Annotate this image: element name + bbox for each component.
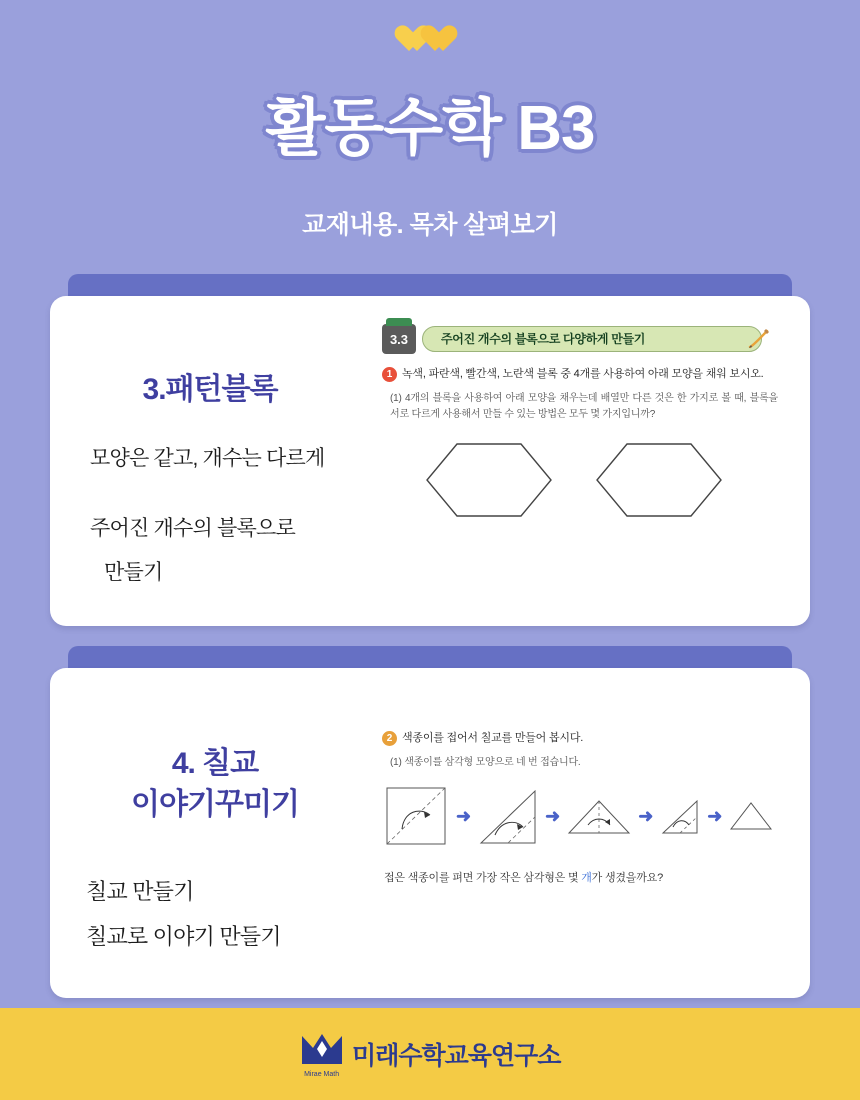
card-left-pattern-block	[50, 296, 370, 626]
card-pattern-block	[50, 296, 810, 626]
worksheet-header	[382, 324, 778, 354]
footer-logo-group	[0, 1032, 860, 1076]
fold-step-1-icon	[384, 785, 450, 847]
question-2-text: 색종이를 접어서 칠교를 만들어 봅시다.	[402, 732, 584, 744]
question-1-text: 녹색, 파란색, 빨간색, 노란색 블록 중 4개를 사용하여 아래 모양을 채워 보시오.	[402, 368, 764, 380]
card-line: 칠교로 이야기 만들기	[86, 924, 281, 949]
arrow-right-icon: ➜	[707, 805, 723, 826]
card-line: 주어진 개수의 블록으로	[90, 517, 295, 540]
hexagon-shapes	[370, 441, 778, 524]
logo-text: 미래수학교육연구소	[352, 1042, 561, 1070]
card-heading-line-1: 4. 칠교	[171, 747, 259, 780]
footnote-part-c: 가 생겼을까요?	[591, 871, 664, 884]
worksheet-footnote	[384, 869, 778, 885]
page-title: 활동수학 B3	[265, 94, 595, 163]
pencil-icon	[746, 326, 772, 352]
question-2-subtext: (1) 색종이를 삼각형 모양으로 네 번 접습니다.	[390, 756, 581, 768]
card-chilgyo	[50, 668, 810, 998]
card-line: 모양은 같고, 개수는 다르게	[90, 447, 325, 470]
card-heading-pattern-block: 3.패턴블록	[142, 373, 278, 406]
fold-step-5-icon	[728, 799, 774, 833]
mirae-math-logo-icon	[300, 1032, 344, 1076]
fold-step-3-icon	[566, 795, 632, 837]
heart-decoration	[0, 26, 860, 72]
fold-step-4-icon	[659, 795, 701, 837]
card-line: 만들기	[104, 561, 163, 584]
folding-steps-diagram	[370, 785, 778, 847]
chapter-number-badge: 3.3	[382, 324, 416, 354]
worksheet-banner-title: 주어진 개수의 블록으로 다양하게 만들기	[422, 326, 762, 352]
page-subtitle: 교재내용. 목차 살펴보기	[302, 211, 558, 239]
question-2-row	[382, 730, 778, 747]
question-number-badge: 2	[382, 731, 397, 746]
footnote-part-b: 개	[581, 871, 592, 884]
arrow-right-icon: ➜	[638, 805, 654, 826]
fold-step-2-icon	[477, 785, 539, 847]
worksheet-preview-chilgyo	[370, 668, 810, 998]
heart-icon	[428, 26, 458, 53]
footer	[0, 1008, 860, 1100]
footnote-part-a: 접은 색종이를 펴면 가장 작은 삼각형은 몇	[384, 871, 582, 884]
card-line: 칠교 만들기	[86, 879, 194, 904]
logo-subtext: Mirae Math	[304, 1071, 340, 1078]
arrow-right-icon: ➜	[545, 805, 561, 826]
question-number-badge: 1	[382, 367, 397, 382]
question-1-subtext: (1) 4개의 블록을 사용하여 아래 모양을 채우는데 배열만 다른 것은 한 가지로 볼 때, 블록을 서로 다르게 사용해서 만들 수 있는 방법은 모두 몇 가지입니까?	[390, 392, 778, 420]
question-1-row	[382, 366, 778, 383]
hexagon-icon	[594, 441, 724, 519]
card-heading-line-2: 이야기꾸미기	[131, 787, 299, 821]
arrow-right-icon: ➜	[456, 805, 472, 826]
worksheet-preview-pattern-block	[370, 296, 810, 626]
card-heading-chilgyo	[80, 744, 350, 825]
card-left-chilgyo	[50, 668, 370, 998]
hexagon-icon	[424, 441, 554, 519]
